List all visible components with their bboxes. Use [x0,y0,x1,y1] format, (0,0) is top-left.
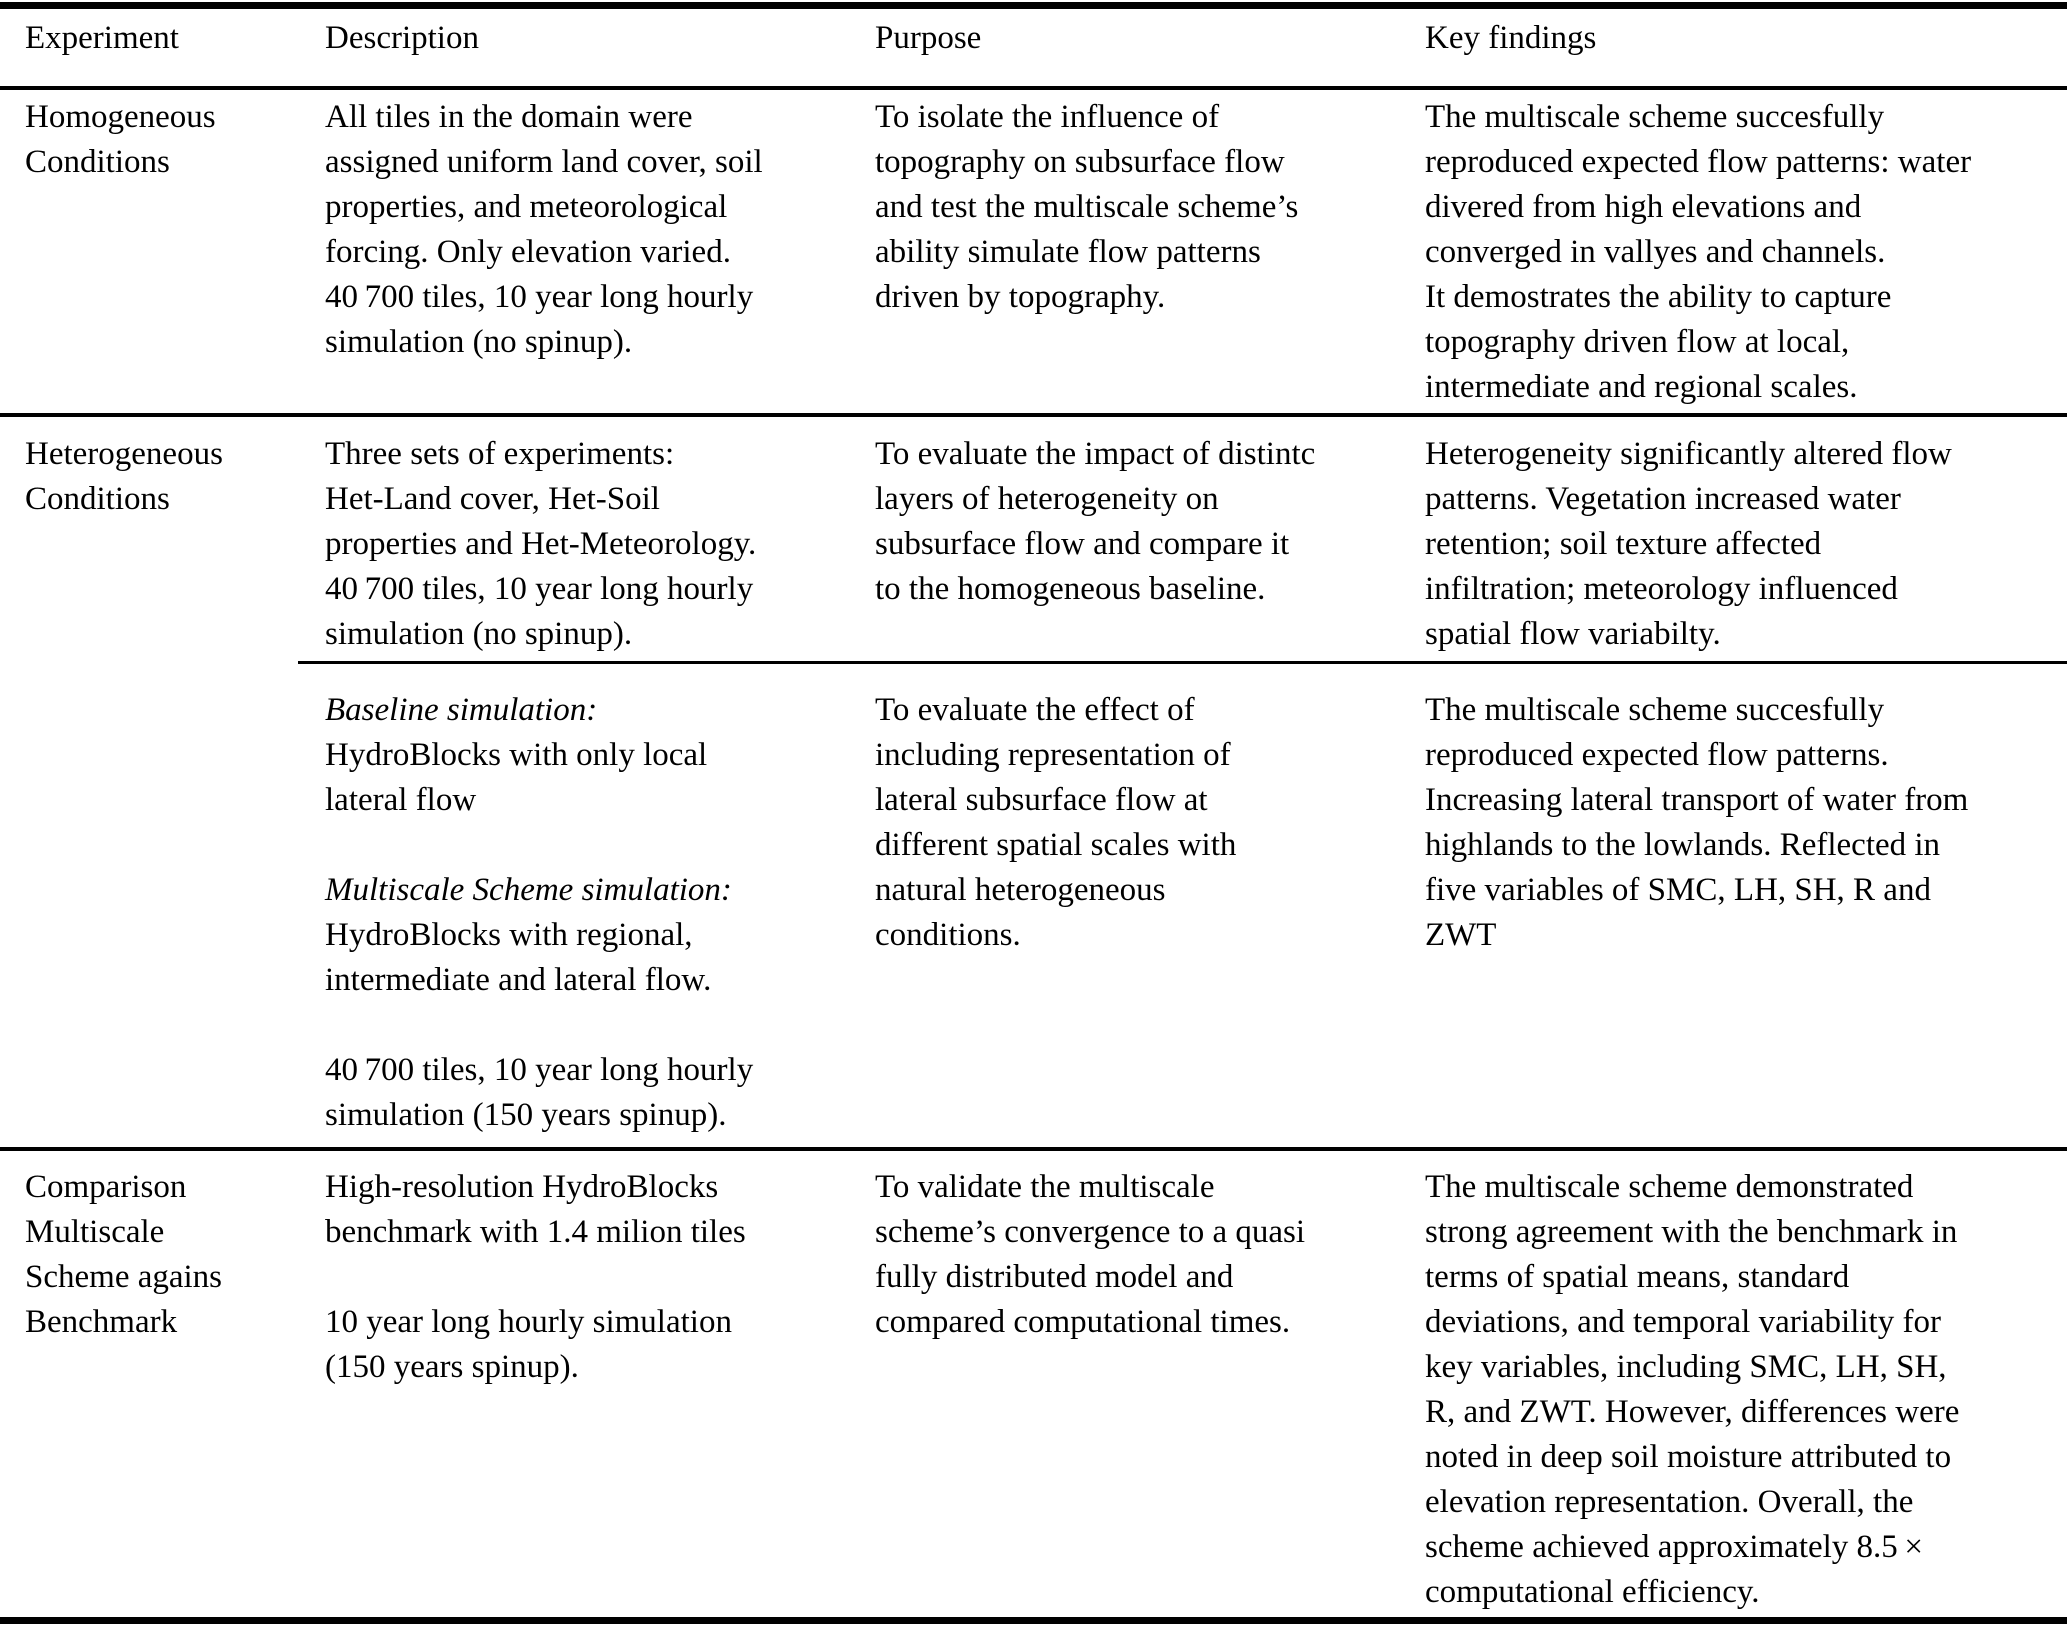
header-underline-rule [0,86,2067,90]
text-line: The multiscale scheme succesfully [1425,692,1885,728]
column-header-description: Description [325,20,479,56]
text-line: deviations, and temporal variability for [1425,1304,1941,1340]
text-line: strong agreement with the benchmark in [1425,1214,1958,1250]
text-line: R, and ZWT. However, differences were [1425,1394,1960,1430]
homogeneous-experiment-cell [25,95,300,185]
text-line: 40 700 tiles, 10 year long hourly [325,1052,754,1088]
comparison-purpose-cell [875,1165,1410,1345]
text-line: Multiscale Scheme simulation: [325,872,732,908]
text-line: It demostrates the ability to capture [1425,279,1892,315]
text-line: computational efficiency. [1425,1574,1760,1610]
column-header-key-findings: Key findings [1425,20,1597,56]
heterogeneous-purpose-cell [875,432,1410,612]
text-line: Heterogeneity significantly altered flow [1425,436,1952,472]
text-line: including representation of [875,737,1231,773]
text-line: To evaluate the effect of [875,692,1195,728]
row-divider-comparison [0,1147,2067,1151]
text-line: divered from high elevations and [1425,189,1862,225]
text-line: topography on subsurface flow [875,144,1285,180]
text-line: 40 700 tiles, 10 year long hourly [325,571,754,607]
text-line: Benchmark [25,1304,178,1340]
text-line: Conditions [25,144,170,180]
text-line: infiltration; meteorology influenced [1425,571,1898,607]
column-header-experiment: Experiment [25,20,179,56]
comparison-description-cell [325,1165,860,1390]
text-line: reproduced expected flow patterns. [1425,737,1889,773]
text-line: noted in deep soil moisture attributed to [1425,1439,1952,1475]
text-line: ability simulate flow patterns [875,234,1261,270]
text-line: layers of heterogeneity on [875,481,1219,517]
row-divider-homogeneous [0,413,2067,417]
text-line: natural heterogeneous [875,872,1166,908]
text-line: subsurface flow and compare it [875,526,1290,562]
text-line: and test the multiscale scheme’s [875,189,1299,225]
text-line: conditions. [875,917,1021,953]
simulations-description-cell [325,688,860,1138]
blank-line [325,823,860,868]
sub-row-divider-heterogeneous [298,661,2067,664]
blank-line [325,1003,860,1048]
text-line: The multiscale scheme succesfully [1425,99,1885,135]
column-header-purpose: Purpose [875,20,982,56]
text-line: key variables, including SMC, LH, SH, [1425,1349,1947,1385]
text-line: forcing. Only elevation varied. [325,234,731,270]
text-line: assigned uniform land cover, soil [325,144,763,180]
text-line: patterns. Vegetation increased water [1425,481,1901,517]
text-line: Homogeneous [25,99,216,135]
text-line: lateral flow [325,782,477,818]
table-top-rule [0,2,2067,9]
text-line: fully distributed model and [875,1259,1234,1295]
comparison-key-findings-cell [1425,1165,2060,1615]
text-line: ZWT [1425,917,1497,953]
blank-line [325,1255,860,1300]
text-line: HydroBlocks with regional, [325,917,693,953]
heterogeneous-key-findings-cell [1425,432,2060,657]
text-line: Increasing lateral transport of water from [1425,782,1969,818]
text-line: scheme’s convergence to a quasi [875,1214,1306,1250]
text-line: The multiscale scheme demonstrated [1425,1169,1914,1205]
text-line: simulation (150 years spinup). [325,1097,727,1133]
text-line: to the homogeneous baseline. [875,571,1266,607]
text-line: All tiles in the domain were [325,99,693,135]
text-line: properties, and meteorological [325,189,728,225]
text-line: Scheme agains [25,1259,223,1295]
text-line: elevation representation. Overall, the [1425,1484,1914,1520]
text-line: highlands to the lowlands. Reflected in [1425,827,1941,863]
text-line: simulation (no spinup). [325,616,633,652]
text-line: intermediate and lateral flow. [325,962,712,998]
homogeneous-description-cell [325,95,860,365]
text-line: HydroBlocks with only local [325,737,708,773]
text-line: 10 year long hourly simulation [325,1304,732,1340]
homogeneous-purpose-cell [875,95,1410,320]
comparison-experiment-cell [25,1165,300,1345]
text-line: Conditions [25,481,170,517]
text-line: compared computational times. [875,1304,1291,1340]
text-line: spatial flow variabilty. [1425,616,1721,652]
simulations-key-findings-cell [1425,688,2060,958]
text-line: Baseline simulation: [325,692,598,728]
text-line: Het-Land cover, Het-Soil [325,481,660,517]
text-line: converged in vallyes and channels. [1425,234,1886,270]
text-line: terms of spatial means, standard [1425,1259,1850,1295]
text-line: High-resolution HydroBlocks [325,1169,719,1205]
text-line: To validate the multiscale [875,1169,1215,1205]
text-line: driven by topography. [875,279,1166,315]
text-line: lateral subsurface flow at [875,782,1208,818]
text-line: Three sets of experiments: [325,436,675,472]
text-line: reproduced expected flow patterns: water [1425,144,1972,180]
text-line: properties and Het-Meteorology. [325,526,757,562]
heterogeneous-experiment-cell [25,432,300,522]
text-line: Heterogeneous [25,436,223,472]
text-line: different spatial scales with [875,827,1237,863]
text-line: scheme achieved approximately 8.5 × [1425,1529,1924,1565]
text-line: retention; soil texture affected [1425,526,1822,562]
text-line: To isolate the influence of [875,99,1220,135]
text-line: Multiscale [25,1214,165,1250]
text-line: benchmark with 1.4 milion tiles [325,1214,746,1250]
text-line: simulation (no spinup). [325,324,633,360]
text-line: topography driven flow at local, [1425,324,1850,360]
text-line: intermediate and regional scales. [1425,369,1858,405]
text-line: To evaluate the impact of distintc [875,436,1316,472]
text-line: Comparison [25,1169,187,1205]
simulations-purpose-cell [875,688,1410,958]
heterogeneous-description-cell [325,432,860,657]
homogeneous-key-findings-cell [1425,95,2060,410]
text-line: 40 700 tiles, 10 year long hourly [325,279,754,315]
text-line: five variables of SMC, LH, SH, R and [1425,872,1931,908]
text-line: (150 years spinup). [325,1349,579,1385]
table-bottom-rule [0,1617,2067,1624]
